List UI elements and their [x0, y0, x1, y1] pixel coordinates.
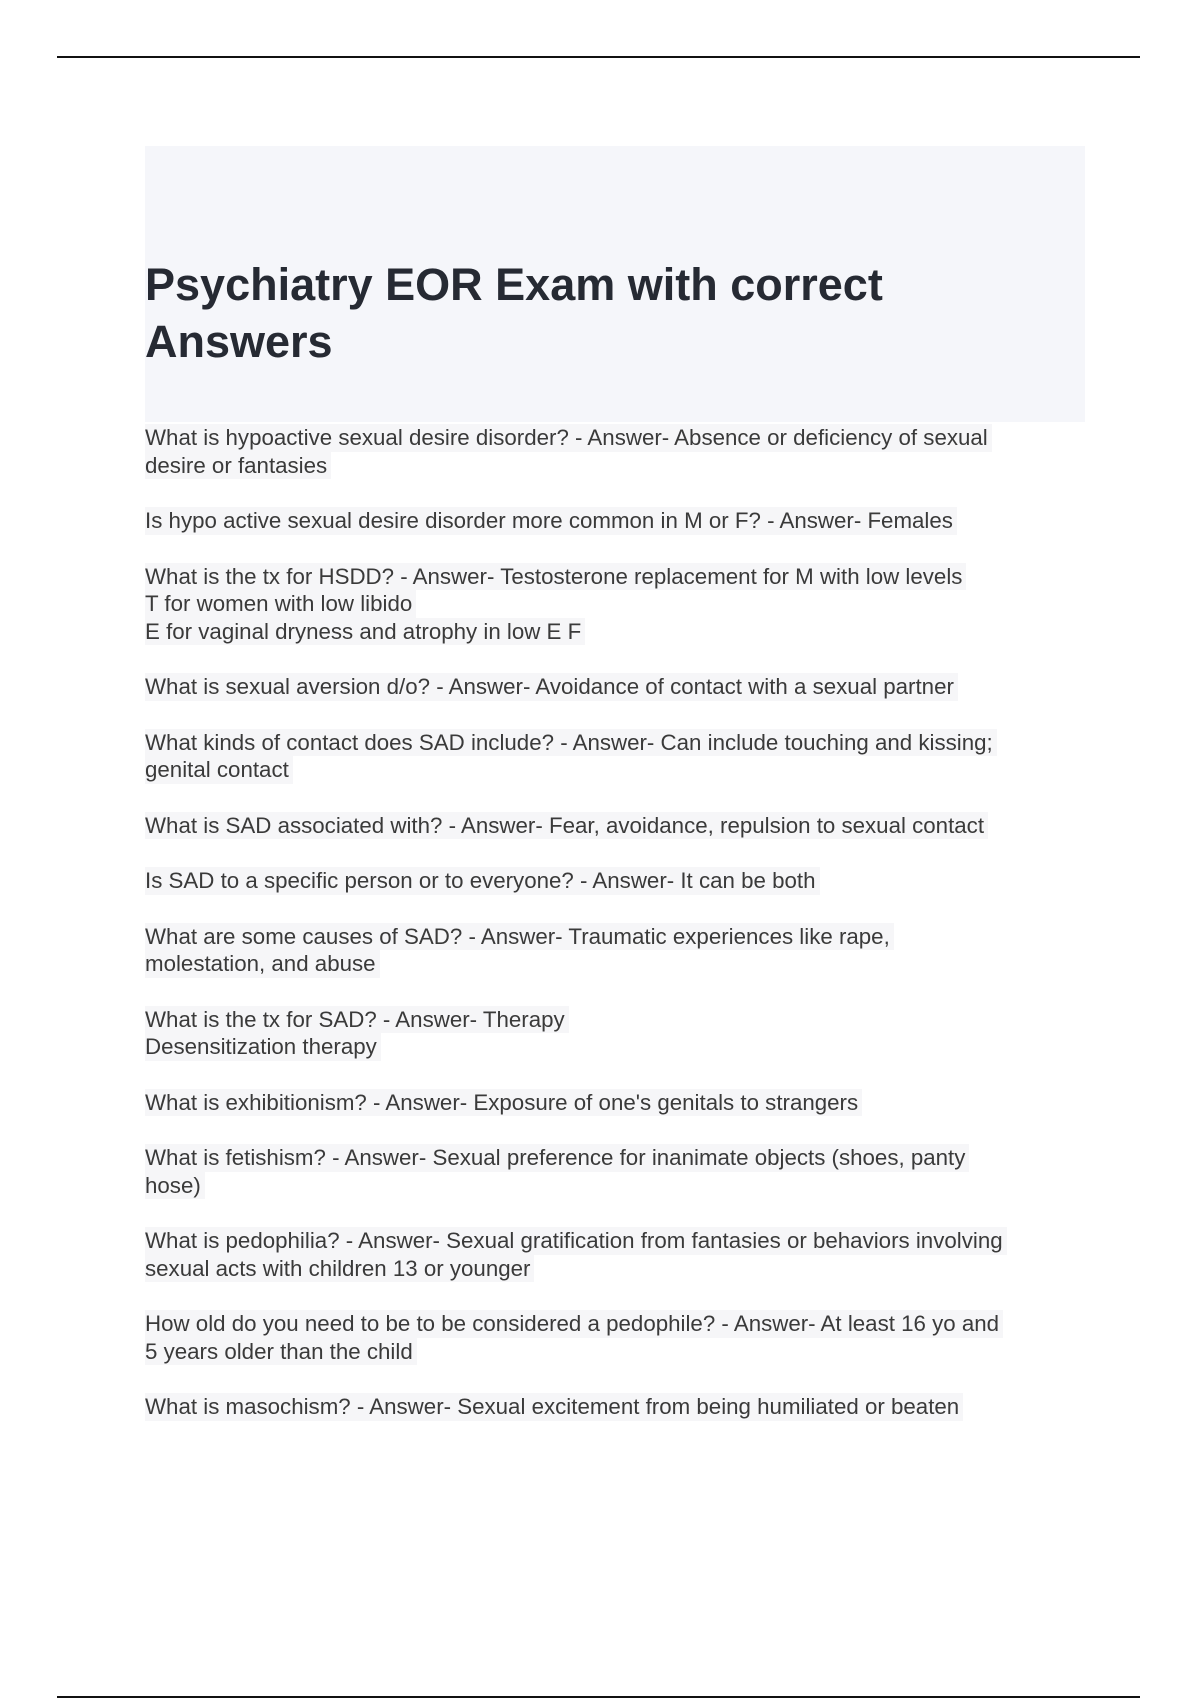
qa-text: What is hypoactive sexual desire disorder? - Answer- Absence or deficiency of sexual [145, 424, 992, 452]
qa-text: 5 years older than the child [145, 1338, 417, 1366]
qa-text: Is hypo active sexual desire disorder more common in M or F? - Answer- Females [145, 507, 957, 535]
qa-text: E for vaginal dryness and atrophy in low E F [145, 618, 585, 646]
document-title [145, 256, 883, 370]
qa-line [145, 590, 1105, 618]
qa-line [145, 756, 1105, 784]
qa-line [145, 1144, 1105, 1172]
qa-line [145, 729, 1105, 757]
qa-text: Is SAD to a specific person or to everyone? - Answer- It can be both [145, 867, 820, 895]
title-line: Answers [145, 316, 333, 367]
qa-text: sexual acts with children 13 or younger [145, 1255, 534, 1283]
qa-item [145, 1006, 1105, 1061]
qa-item [145, 1227, 1105, 1282]
qa-text: T for women with low libido [145, 590, 416, 618]
title-line: Psychiatry EOR Exam with correct [145, 259, 883, 310]
qa-line [145, 1310, 1105, 1338]
qa-item [145, 1144, 1105, 1199]
qa-item [145, 424, 1105, 479]
qa-item [145, 1089, 1105, 1117]
qa-line [145, 950, 1105, 978]
qa-text: What is exhibitionism? - Answer- Exposure of one's genitals to strangers [145, 1089, 862, 1117]
qa-line [145, 867, 1105, 895]
qa-text: What is SAD associated with? - Answer- Fear, avoidance, repulsion to sexual contact [145, 812, 988, 840]
qa-text: What are some causes of SAD? - Answer- Traumatic experiences like rape, [145, 923, 894, 951]
qa-line [145, 1172, 1105, 1200]
qa-line [145, 1227, 1105, 1255]
qa-item [145, 729, 1105, 784]
qa-text: What is the tx for HSDD? - Answer- Testosterone replacement for M with low levels [145, 563, 966, 591]
qa-text: What is fetishism? - Answer- Sexual preference for inanimate objects (shoes, panty [145, 1144, 969, 1172]
qa-text: Desensitization therapy [145, 1033, 381, 1061]
qa-line [145, 424, 1105, 452]
qa-line [145, 812, 1105, 840]
qa-item [145, 1310, 1105, 1365]
bottom-divider [57, 1696, 1140, 1698]
qa-line [145, 1006, 1105, 1034]
qa-text: genital contact [145, 756, 293, 784]
qa-text: How old do you need to be to be considered a pedophile? - Answer- At least 16 yo and [145, 1310, 1003, 1338]
qa-text: molestation, and abuse [145, 950, 380, 978]
qa-text: What kinds of contact does SAD include? - Answer- Can include touching and kissing; [145, 729, 997, 757]
qa-line [145, 1338, 1105, 1366]
qa-item [145, 867, 1105, 895]
qa-item [145, 923, 1105, 978]
qa-item [145, 507, 1105, 535]
qa-text: desire or fantasies [145, 452, 331, 480]
qa-line [145, 1089, 1105, 1117]
qa-line [145, 507, 1105, 535]
qa-text: hose) [145, 1172, 205, 1200]
qa-line [145, 673, 1105, 701]
qa-text: What is masochism? - Answer- Sexual excitement from being humiliated or beaten [145, 1393, 963, 1421]
qa-item [145, 1393, 1105, 1421]
qa-item [145, 673, 1105, 701]
qa-item [145, 563, 1105, 646]
qa-line [145, 452, 1105, 480]
qa-line [145, 923, 1105, 951]
qa-line [145, 563, 1105, 591]
qa-line [145, 1393, 1105, 1421]
qa-line [145, 1033, 1105, 1061]
qa-text: What is the tx for SAD? - Answer- Therapy [145, 1006, 569, 1034]
qa-item [145, 812, 1105, 840]
qa-list [145, 424, 1105, 1449]
top-divider [57, 56, 1140, 58]
qa-text: What is sexual aversion d/o? - Answer- Avoidance of contact with a sexual partner [145, 673, 958, 701]
qa-text: What is pedophilia? - Answer- Sexual gratification from fantasies or behaviors involving [145, 1227, 1007, 1255]
qa-line [145, 1255, 1105, 1283]
qa-line [145, 618, 1105, 646]
